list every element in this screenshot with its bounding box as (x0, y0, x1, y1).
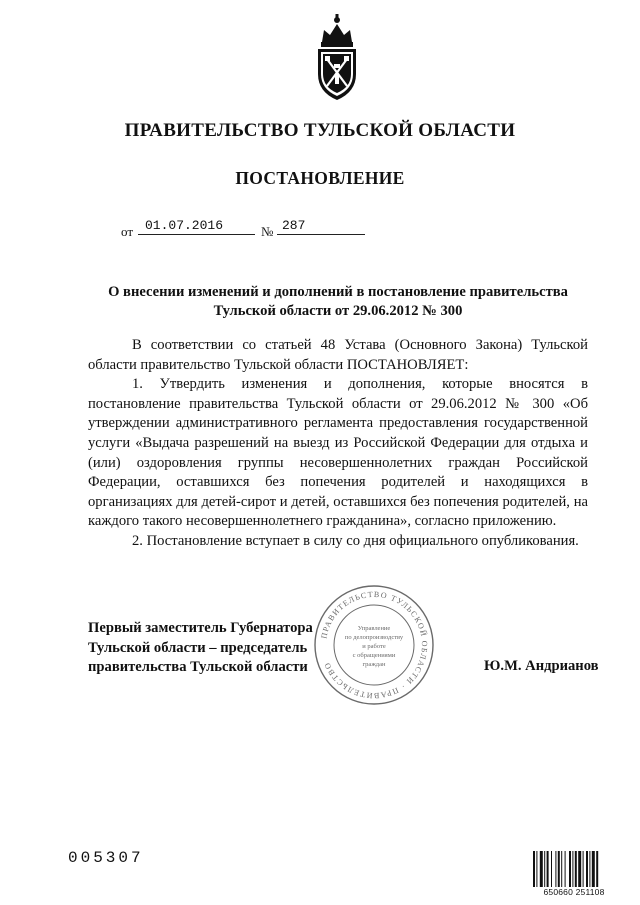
tula-oblast-coat-of-arms-icon (306, 12, 368, 104)
document-subject: О внесении изменений и дополнений в постановление правительства Тульской области от 29.06.2012 № 300 (108, 284, 568, 319)
document-body (88, 336, 588, 552)
date-label: от (121, 224, 134, 239)
signatory-position-line-3: правительства Тульской области (88, 659, 308, 676)
signatory-position-line-1: Первый заместитель Губернатора (88, 620, 313, 636)
svg-text:и работе: и работе (362, 643, 386, 650)
document-type-title: ПОСТАНОВЛЕНИЕ (235, 168, 405, 188)
signatory-name: Ю.М. Андрианов (484, 658, 599, 674)
registration-date: 01.07.2016 (145, 218, 224, 233)
barcode-icon (533, 851, 617, 887)
svg-text:ПРАВИТЕЛЬСТВО ТУЛЬСКОЙ ОБЛАСТИ: ПРАВИТЕЛЬСТВО ТУЛЬСКОЙ ОБЛАСТИ · ПРАВИТЕЛЬСТВО (319, 589, 430, 701)
svg-text:Управление: Управление (357, 625, 391, 632)
barcode-number: 650660 251108 (543, 887, 605, 897)
item-1-paragraph: 1. Утвердить изменения и дополнения, которые вносятся в постановление правительства Тульской области от 29.06.2012 № 300 «Об утверждении административного регламента предоставления государственной услуги «Выдача разрешений на выезд из Российской Федерации для отдыха и (или) оздоровления группы несовершеннолетних граждан Российской Федерации, оставшихся без попечения родителей и находящихся в организациях для детей-сирот и детей, оставшихся без попечения родителей, на каждого такого несовершеннолетнего гражданина», согласно приложению. (88, 376, 588, 530)
signatory-position-line-2: Тульской области – председатель (88, 639, 308, 656)
official-stamp (312, 583, 436, 707)
item-2-paragraph: 2. Постановление вступает в силу со дня официального опубликования. (132, 532, 579, 549)
registration-number: 287 (282, 218, 306, 233)
signatory-position (88, 619, 328, 678)
svg-text:по делопроизводству: по делопроизводству (344, 634, 404, 641)
organization-title: ПРАВИТЕЛЬСТВО ТУЛЬСКОЙ ОБЛАСТИ (124, 120, 516, 141)
number-label: № (261, 224, 274, 239)
serial-number: 005307 (68, 849, 144, 867)
preamble-paragraph: В соответствии со статьей 48 Устава (Основного Закона) Тульской области правительство Тульской области ПОСТАНОВЛЯЕТ: (88, 337, 588, 373)
svg-text:с обращениями: с обращениями (352, 652, 396, 659)
svg-text:граждан: граждан (362, 661, 386, 668)
